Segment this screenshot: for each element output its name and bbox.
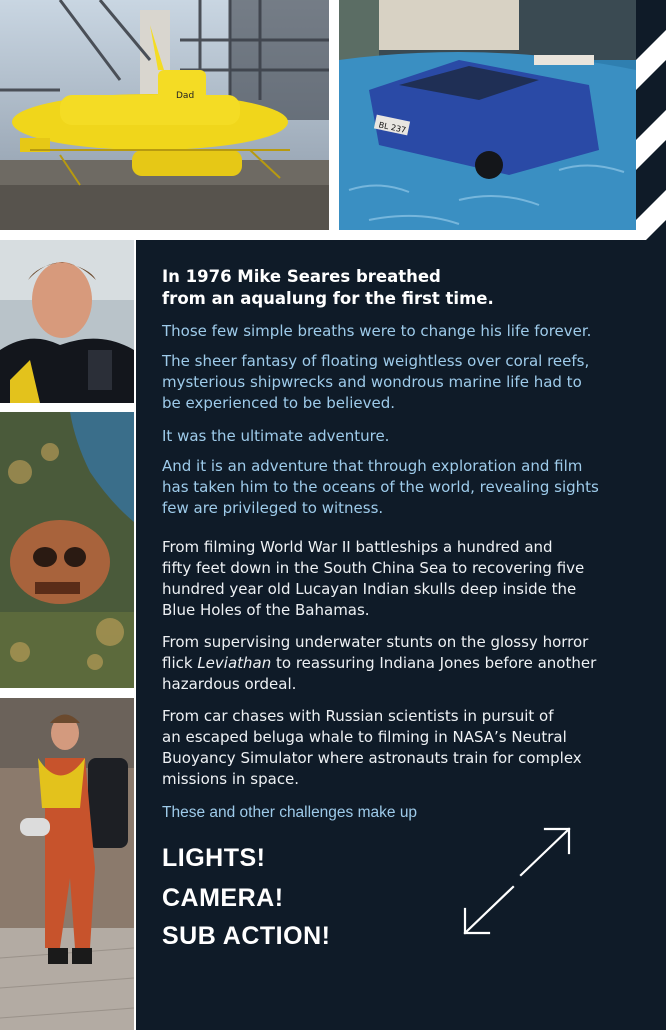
diver-portrait-photo (0, 240, 134, 403)
diagonal-double-arrow-icon (461, 825, 573, 937)
paragraph-battleships-line-3: hundred year old Lucayan Indian skulls deep inside the (162, 580, 577, 598)
paragraph-adventure-text: It was the ultimate adventure. (162, 427, 390, 445)
title-lights: LIGHTS! (162, 844, 266, 872)
paragraph-fantasy-line-1: The sheer fantasy of floating weightless over coral reefs, (162, 352, 590, 370)
paragraph-exploration (162, 456, 657, 519)
paragraph-battleships-line-4: Blue Holes of the Bahamas. (162, 601, 370, 619)
paragraph-car-chases-line-4: missions in space. (162, 770, 300, 788)
van-plate-label: BL 237 (377, 120, 407, 135)
paragraph-car-chases-line-1: From car chases with Russian scientists in pursuit of (162, 707, 554, 725)
van-in-water-photo (339, 0, 636, 230)
paragraph-car-chases-line-3: Buoyancy Simulator where astronauts train for complex (162, 749, 582, 767)
paragraph-stunts-line-2-pre: flick (162, 654, 198, 672)
submarine-photo (0, 0, 329, 230)
story-panel (136, 240, 666, 1030)
paragraph-breaths-text: Those few simple breaths were to change his life forever. (162, 322, 592, 340)
paragraph-exploration-line-1: And it is an adventure that through exploration and film (162, 457, 583, 475)
drysuit-diver-photo (0, 698, 134, 1030)
paragraph-fantasy (162, 351, 657, 414)
paragraph-adventure (162, 426, 657, 447)
title-camera: CAMERA! (162, 884, 284, 912)
headline-line-2: from an aqualung for the first time. (162, 289, 494, 308)
paragraph-exploration-line-3: few are privileged to witness. (162, 499, 384, 517)
tagline-text: These and other challenges make up (162, 804, 418, 821)
paragraph-exploration-line-2: has taken him to the oceans of the world, revealing sights (162, 478, 599, 496)
paragraph-stunts-line-3: hazardous ordeal. (162, 675, 297, 693)
underwater-skull-photo (0, 412, 134, 688)
paragraph-stunts-line-2-post: to reassuring Indiana Jones before another (271, 654, 597, 672)
headline (162, 266, 657, 310)
paragraph-car-chases-line-2: an escaped beluga whale to filming in NASA’s Neutral (162, 728, 567, 746)
submarine-label: Dad (176, 91, 195, 101)
paragraph-stunts (162, 632, 657, 695)
paragraph-breaths (162, 321, 657, 342)
paragraph-fantasy-line-3: be experienced to be believed. (162, 394, 395, 412)
paragraph-battleships-line-1: From filming World War II battleships a hundred and (162, 538, 553, 556)
title-sub-action: SUB ACTION! (162, 922, 331, 950)
paragraph-car-chases (162, 706, 657, 790)
paragraph-battleships (162, 537, 657, 621)
paragraph-fantasy-line-2: mysterious shipwrecks and wondrous marine life had to (162, 373, 582, 391)
paragraph-stunts-line-1: From supervising underwater stunts on the glossy horror (162, 633, 589, 651)
film-title-leviathan: Leviathan (197, 654, 272, 672)
tagline (162, 802, 657, 823)
headline-line-1: In 1976 Mike Seares breathed (162, 267, 441, 286)
paragraph-battleships-line-2: fifty feet down in the South China Sea to recovering five (162, 559, 585, 577)
